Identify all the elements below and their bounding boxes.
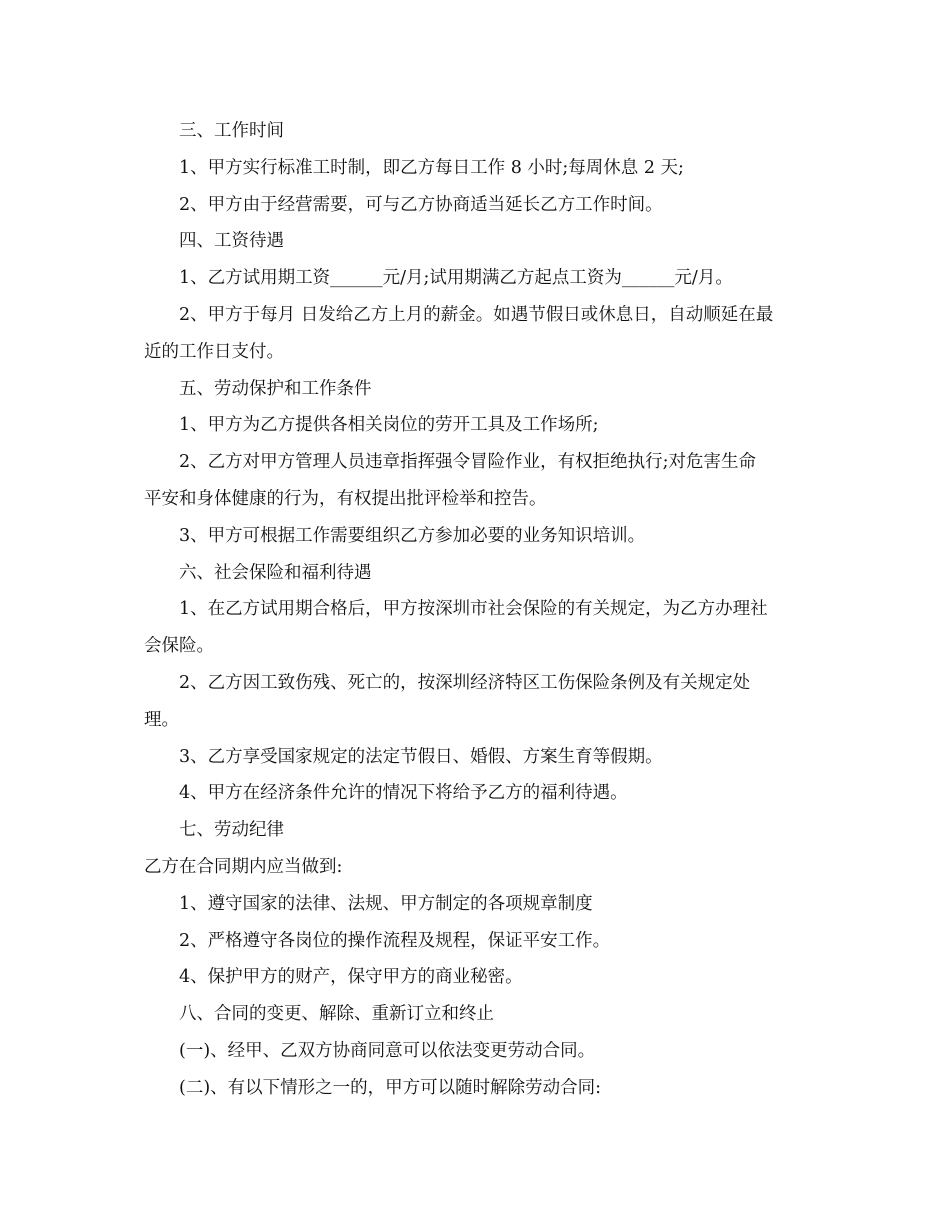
clause-line-continuation: 理。 [144,709,179,730]
clause-line: 2、乙方因工致伤残、死亡的，按深圳经济特区工伤保险条例及有关规定处 [179,672,751,693]
clause-line: (二)、有以下情形之一的，甲方可以随时解除劳动合同: [179,1077,602,1098]
clause-line: 2、甲方于每月 日发给乙方上月的薪金。如遇节假日或休息日，自动顺延在最 [179,304,774,325]
clause-line: 1、甲方实行标准工时制，即乙方每日工作 8 小时;每周休息 2 天; [179,157,684,178]
clause-line: (一)、经甲、乙双方协商同意可以依法变更劳动合同。 [179,1040,596,1061]
clause-line: 2、甲方由于经营需要，可与乙方协商适当延长乙方工作时间。 [179,194,663,215]
clause-line: 3、甲方可根据工作需要组织乙方参加必要的业务知识培训。 [179,525,646,546]
section-heading-labor-discipline: 七、劳动纪律 [179,820,284,841]
clause-line: 4、保护甲方的财产，保守甲方的商业秘密。 [179,967,523,988]
section-heading-labor-protection: 五、劳动保护和工作条件 [179,378,372,399]
clause-line: 4、甲方在经济条件允许的情况下将给予乙方的福利待遇。 [179,783,628,804]
clause-line-continuation: 会保险。 [144,636,214,657]
clause-line-continuation: 近的工作日支付。 [144,341,284,362]
clause-intro-line: 乙方在合同期内应当做到: [144,856,343,877]
document-page [144,113,812,1107]
clause-line: 1、甲方为乙方提供各相关岗位的劳开工具及工作场所; [179,415,599,436]
section-heading-social-insurance: 六、社会保险和福利待遇 [179,562,372,583]
clause-line: 2、乙方对甲方管理人员违章指挥强令冒险作业，有权拒绝执行;对危害生命 [179,452,757,473]
clause-line: 1、乙方试用期工资______元/月;试用期满乙方起点工资为______元/月。 [179,268,733,289]
clause-line-continuation: 平安和身体健康的行为，有权提出批评检举和控告。 [144,488,547,509]
section-heading-contract-change: 八、合同的变更、解除、重新订立和终止 [179,1004,494,1025]
clause-line: 1、遵守国家的法律、法规、甲方制定的各项规章制度 [179,893,593,914]
clause-line: 3、乙方享受国家规定的法定节假日、婚假、方案生育等假期。 [179,746,663,767]
section-heading-work-time: 三、工作时间 [179,121,284,141]
clause-line: 2、严格遵守各岗位的操作流程及规程，保证平安工作。 [179,930,611,951]
clause-line: 1、在乙方试用期合格后，甲方按深圳市社会保险的有关规定，为乙方办理社 [179,599,768,620]
section-heading-salary: 四、工资待遇 [179,231,284,252]
